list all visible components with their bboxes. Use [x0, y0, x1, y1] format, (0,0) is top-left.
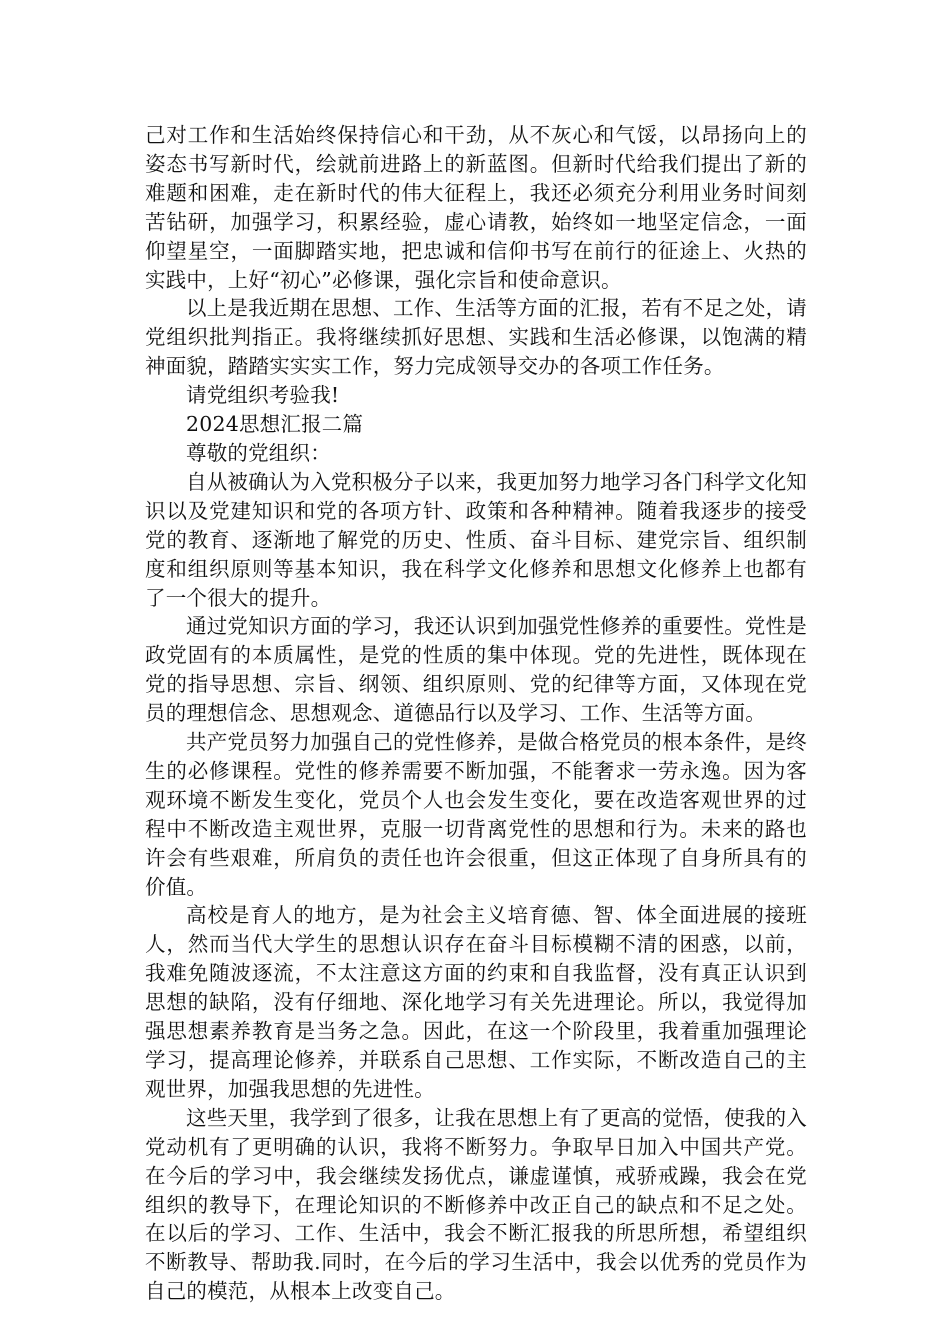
paragraph-summary: 以上是我近期在思想、工作、生活等方面的汇报，若有不足之处，请党组织批判指正。我将继续抓好思想、实践和生活必修课，以饱满的精神面貌，踏踏实实实工作，努力完成领导交办的各项工作任务。: [145, 296, 807, 379]
paragraph-body: 高校是育人的地方，是为社会主义培育德、智、体全面进展的接班人，然而当代大学生的思想认识存在奋斗目标模糊不清的困惑，以前，我难免随波逐流，不太注意这方面的约束和自我监督，没有真正认识到思想的缺陷，没有仔细地、深化地学习有关先进理论。所以，我觉得加强思想素养教育是当务之急。因此，在这一个阶段里，我着重加强理论学习，提高理论修养，并联系自己思想、工作实际，不断改造自己的主观世界，加强我思想的先进性。: [145, 903, 807, 1101]
salutation: 尊敬的党组织：: [186, 440, 331, 465]
paragraph-body: 通过党知识方面的学习，我还认识到加强党性修养的重要性。党性是政党固有的本质属性，是党的性质的集中体现。党的先进性，既体现在党的指导思想、宗旨、纲领、组织原则、党的纪律等方面，又体现在党员的理想信念、思想观念、道德品行以及学习、工作、生活等方面。: [145, 614, 807, 726]
section-title: 2024思想汇报二篇: [186, 412, 364, 437]
paragraph-closing-request: 请党组织考验我!: [186, 383, 340, 408]
paragraph-continuation: 己对工作和生活始终保持信心和干劲，从不灰心和气馁，以昂扬向上的姿态书写新时代，绘就前进路上的新蓝图。但新时代给我们提出了新的难题和困难，走在新时代的伟大征程上，我还必须充分利用业务时间刻苦钻研，加强学习，积累经验，虚心请教，始终如一地坚定信念，一面仰望星空，一面脚踏实地，把忠诚和信仰书写在前行的征途上、火热的实践中，上好“初心”必修课，强化宗旨和使命意识。: [145, 123, 807, 292]
paragraph-body: 共产党员努力加强自己的党性修养，是做合格党员的根本条件，是终生的必修课程。党性的修养需要不断加强，不能奢求一劳永逸。因为客观环境不断发生变化，党员个人也会发生变化，要在改造客观世界的过程中不断改造主观世界，克服一切背离党性的思想和行为。未来的路也许会有些艰难，所肩负的责任也许会很重，但这正体现了自身所具有的价值。: [145, 730, 807, 899]
paragraph-body: 自从被确认为入党积极分子以来，我更加努力地学习各门科学文化知识以及党建知识和党的各项方针、政策和各种精神。随着我逐步的接受党的教育、逐渐地了解党的历史、性质、奋斗目标、建党宗旨、组织制度和组织原则等基本知识，我在科学文化修养和思想文化修养上也都有了一个很大的提升。: [145, 469, 807, 610]
document-body: [145, 121, 807, 1306]
paragraph-body: 这些天里，我学到了很多，让我在思想上有了更高的觉悟，使我的入党动机有了更明确的认识，我将不断努力。争取早日加入中国共产党。在今后的学习中，我会继续发扬优点，谦虚谨慎，戒骄戒躁，我会在党组织的教导下，在理论知识的不断修养中改正自己的缺点和不足之处。在以后的学习、工作、生活中，我会不断汇报我的所思所想，希望组织不断教导、帮助我.同时，在今后的学习生活中，我会以优秀的党员作为自己的模范，从根本上改变自己。: [145, 1105, 807, 1304]
